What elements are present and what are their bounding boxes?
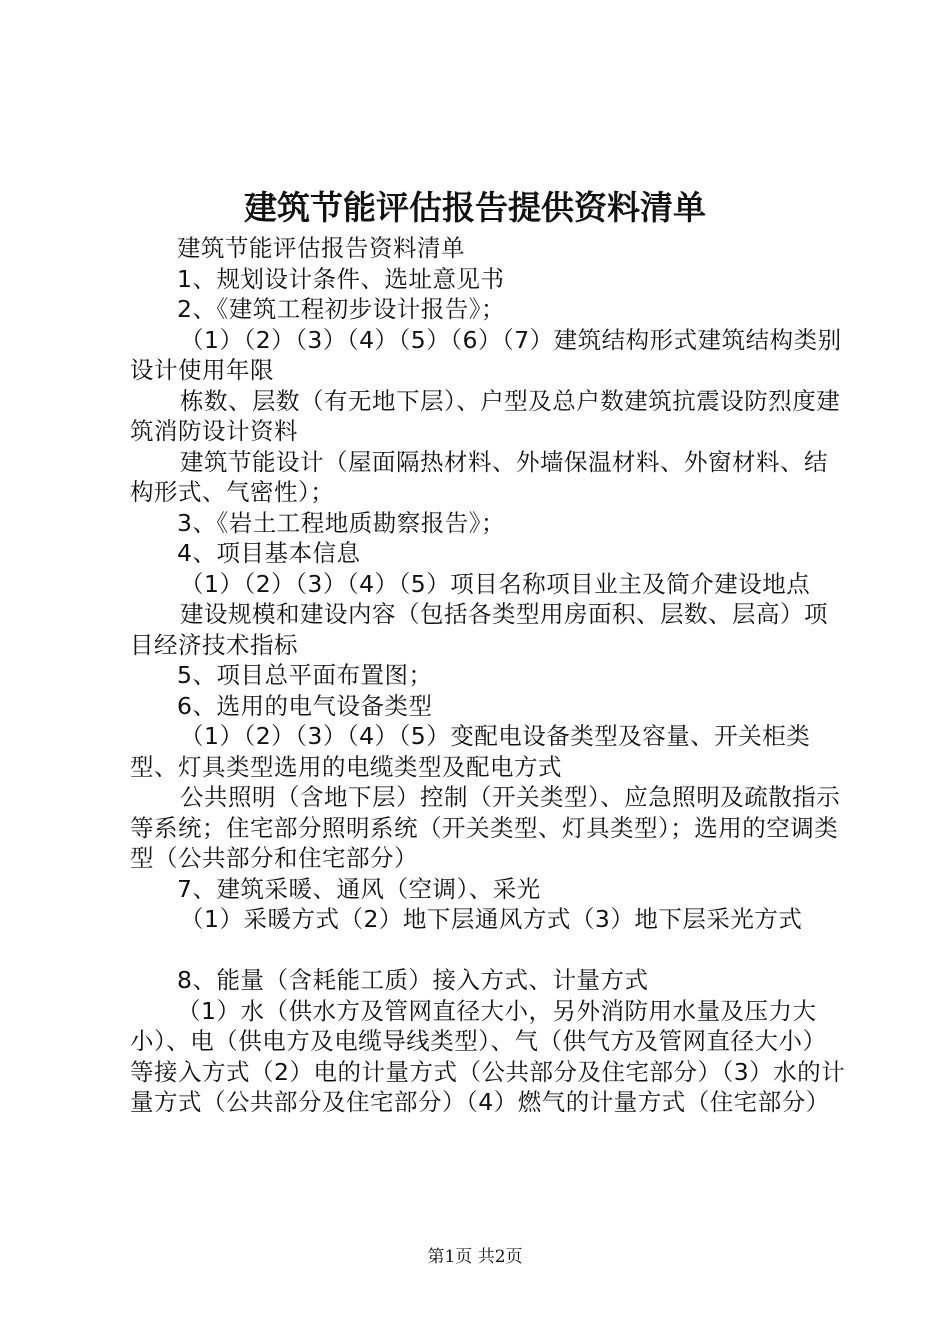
paragraph: 3、《岩土工程地质勘察报告》； [177, 508, 505, 537]
paragraph: 6、选用的电气设备类型 [177, 691, 433, 720]
paragraph: 栋数、层数（有无地下层）、户型及总户数建筑抗震设防烈度建筑消防设计资料 [130, 386, 841, 445]
paragraph: （1）（2）（3）（4）（5）（6）（7）建筑结构形式建筑结构类别设计使用年限 [130, 325, 842, 384]
paragraph: 公共照明（含地下层）控制（开关类型）、应急照明及疏散指示等系统；住宅部分照明系统（开关类型、灯具类型）；选用的空调类型（公共部分和住宅部分） [130, 783, 841, 872]
page-footer: 第1页 共2页 [427, 1247, 523, 1267]
paragraph: 建设规模和建设内容（包括各类型用房面积、层数、层高）项目经济技术指标 [130, 600, 828, 659]
paragraph: （1）（2）（3）（4）（5）项目名称项目业主及简介建设地点 [180, 569, 811, 598]
paragraph: 1、规划设计条件、选址意见书 [177, 264, 505, 293]
paragraph: （1）（2）（3）（4）（5）变配电设备类型及容量、开关柜类型、灯具类型选用的电缆类型及配电方式 [130, 722, 811, 781]
paragraph: 5、项目总平面布置图； [177, 661, 433, 689]
paragraph: 2、《建筑工程初步设计报告》； [177, 295, 505, 323]
paragraph: 4、项目基本信息 [177, 539, 361, 567]
paragraph: 建筑节能评估报告资料清单 [177, 234, 465, 262]
paragraph: （1）水（供水方及管网直径大小，另外消防用水量及压力大小）、电（供电方及电缆导线类型）、气（供气方及管网直径大小）等接入方式（2）电的计量方式（公共部分及住宅部分）（3）水的计量方式（公共部分及住宅部分）（4）燃气的计量方式（住宅部分） [130, 996, 846, 1116]
paragraph: （1）采暖方式（2）地下层通风方式（3）地下层采光方式 [180, 905, 803, 933]
paragraph: 7、建筑采暖、通风（空调）、采光 [177, 874, 541, 903]
document-body [130, 233, 850, 1118]
document-title: 建筑节能评估报告提供资料清单 [244, 188, 706, 227]
paragraph: 8、能量（含耗能工质）接入方式、计量方式 [177, 966, 649, 994]
blank-line [130, 935, 850, 966]
paragraph: 建筑节能设计（屋面隔热材料、外墙保温材料、外窗材料、结构形式、气密性）； [130, 447, 828, 506]
